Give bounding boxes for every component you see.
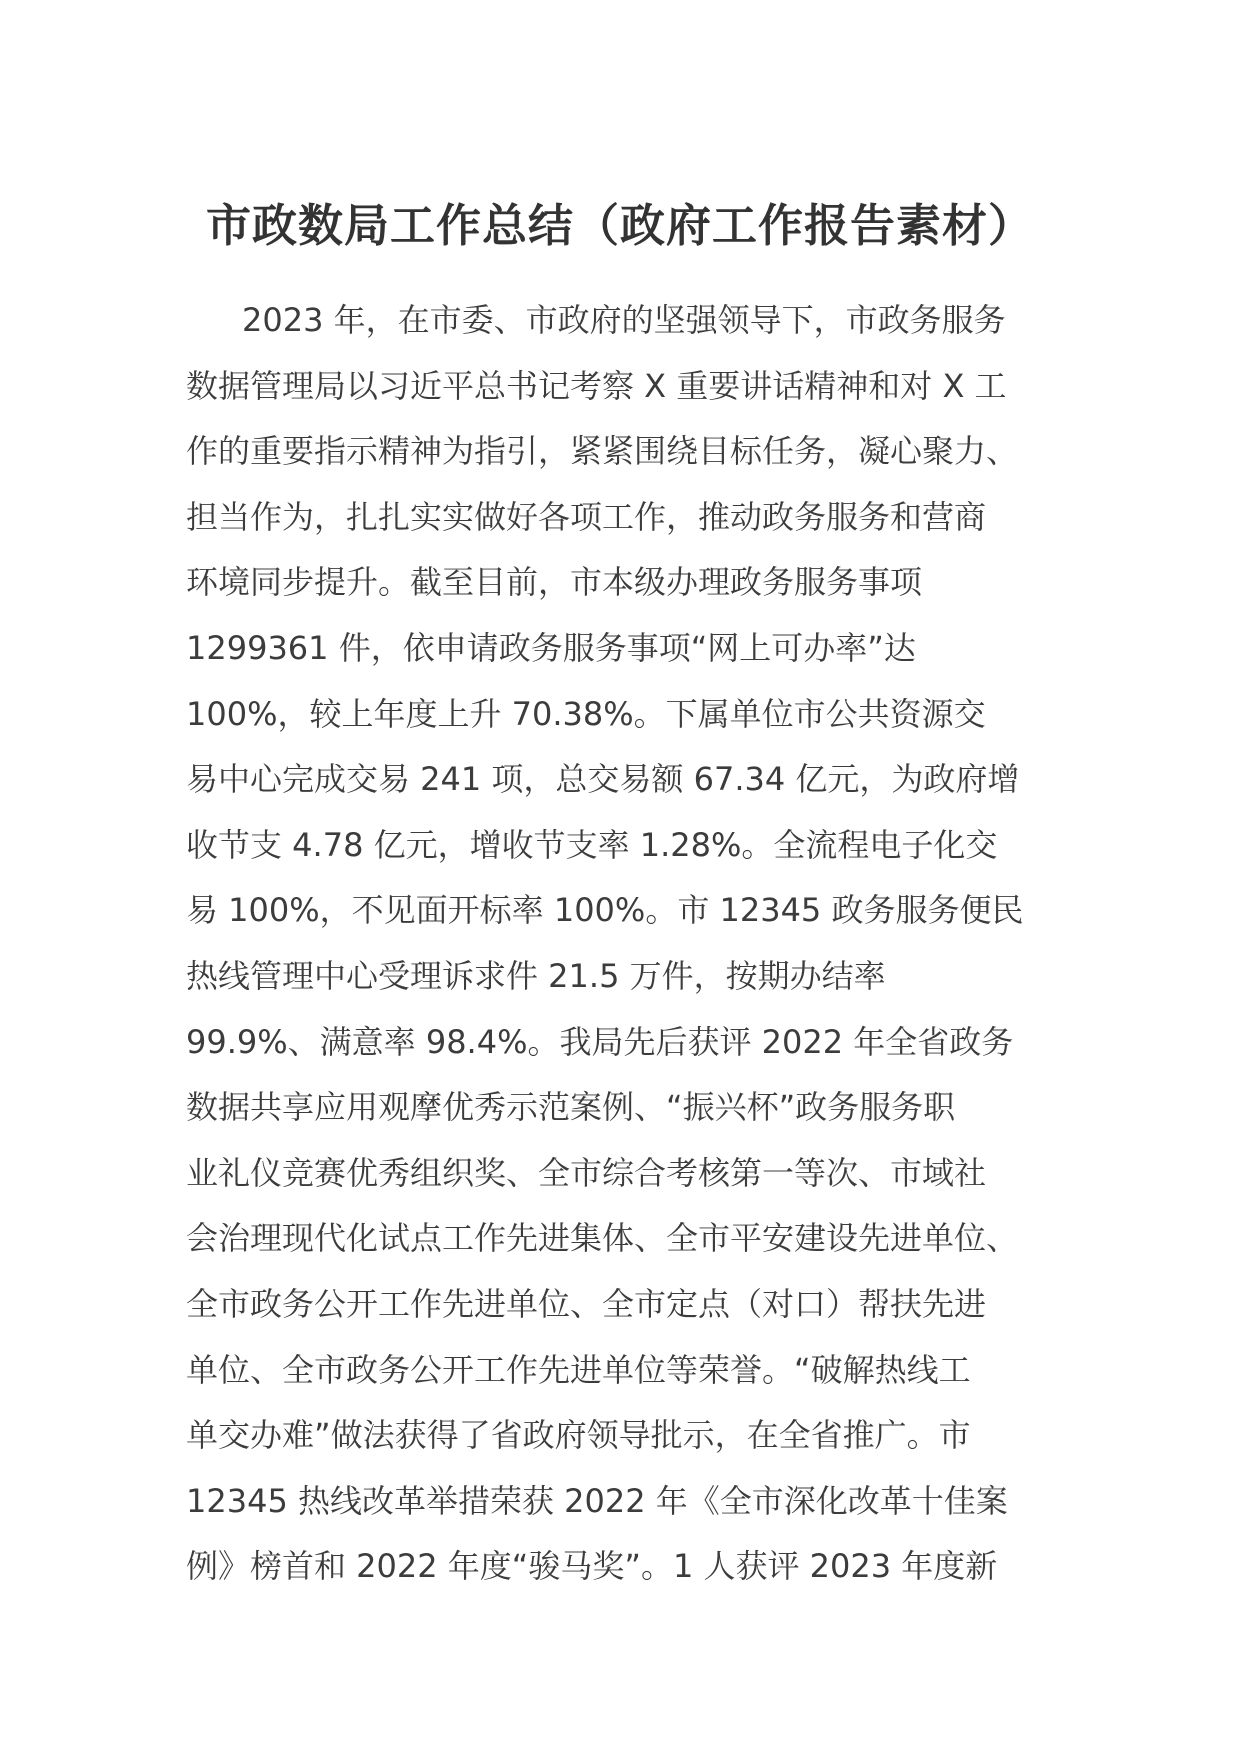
- paragraph-line: 热线管理中心受理诉求件 21.5 万件，按期办结率: [186, 956, 886, 995]
- body-paragraph: [186, 288, 1066, 1600]
- paragraph-line: 1299361 件，依申请政务服务事项“网上可办率”达: [186, 628, 916, 667]
- document-title: 市政数局工作总结（政府工作报告素材）: [205, 199, 1034, 252]
- paragraph-line: 作的重要指示精神为指引，紧紧围绕目标任务，凝心聚力、: [186, 432, 1019, 471]
- paragraph-line: 单位、全市政务公开工作先进单位等荣誉。“破解热线工: [186, 1350, 971, 1389]
- paragraph-line: 100%，较上年度上升 70.38%。下属单位市公共资源交: [186, 694, 986, 733]
- paragraph-line: 单交办难”做法获得了省政府领导批示，在全省推广。市: [186, 1416, 971, 1455]
- paragraph-line: 全市政务公开工作先进单位、全市定点（对口）帮扶先进: [186, 1284, 987, 1323]
- paragraph-line: 业礼仪竞赛优秀组织奖、全市综合考核第一等次、市域社: [186, 1153, 987, 1192]
- paragraph-line: 例》榜首和 2022 年度“骏马奖”。1 人获评 2023 年度新: [186, 1547, 998, 1586]
- paragraph-line: 数据管理局以习近平总书记考察 X 重要讲话精神和对 X 工: [186, 366, 1007, 405]
- paragraph-line: 2023 年，在市委、市政府的坚强领导下，市政务服务: [242, 301, 1006, 339]
- paragraph-line: 99.9%、满意率 98.4%。我局先后获评 2022 年全省政务: [186, 1022, 1014, 1061]
- paragraph-line: 会治理现代化试点工作先进集体、全市平安建设先进单位、: [186, 1219, 1019, 1258]
- paragraph-line: 易中心完成交易 241 项，总交易额 67.34 亿元，为政府增: [186, 760, 1020, 799]
- paragraph-line: 收节支 4.78 亿元，增收节支率 1.28%。全流程电子化交: [186, 825, 998, 864]
- paragraph-line: 易 100%，不见面开标率 100%。市 12345 政务服务便民: [186, 891, 1024, 930]
- paragraph-line: 担当作为，扎扎实实做好各项工作，推动政务服务和营商: [186, 497, 987, 536]
- paragraph-line: 数据共享应用观摩优秀示范案例、“振兴杯”政务服务职: [186, 1088, 956, 1127]
- paragraph-line: 12345 热线改革举措荣获 2022 年《全市深化改革十佳案: [186, 1481, 1008, 1520]
- paragraph-line: 环境同步提升。截至目前，市本级办理政务服务事项: [186, 563, 923, 602]
